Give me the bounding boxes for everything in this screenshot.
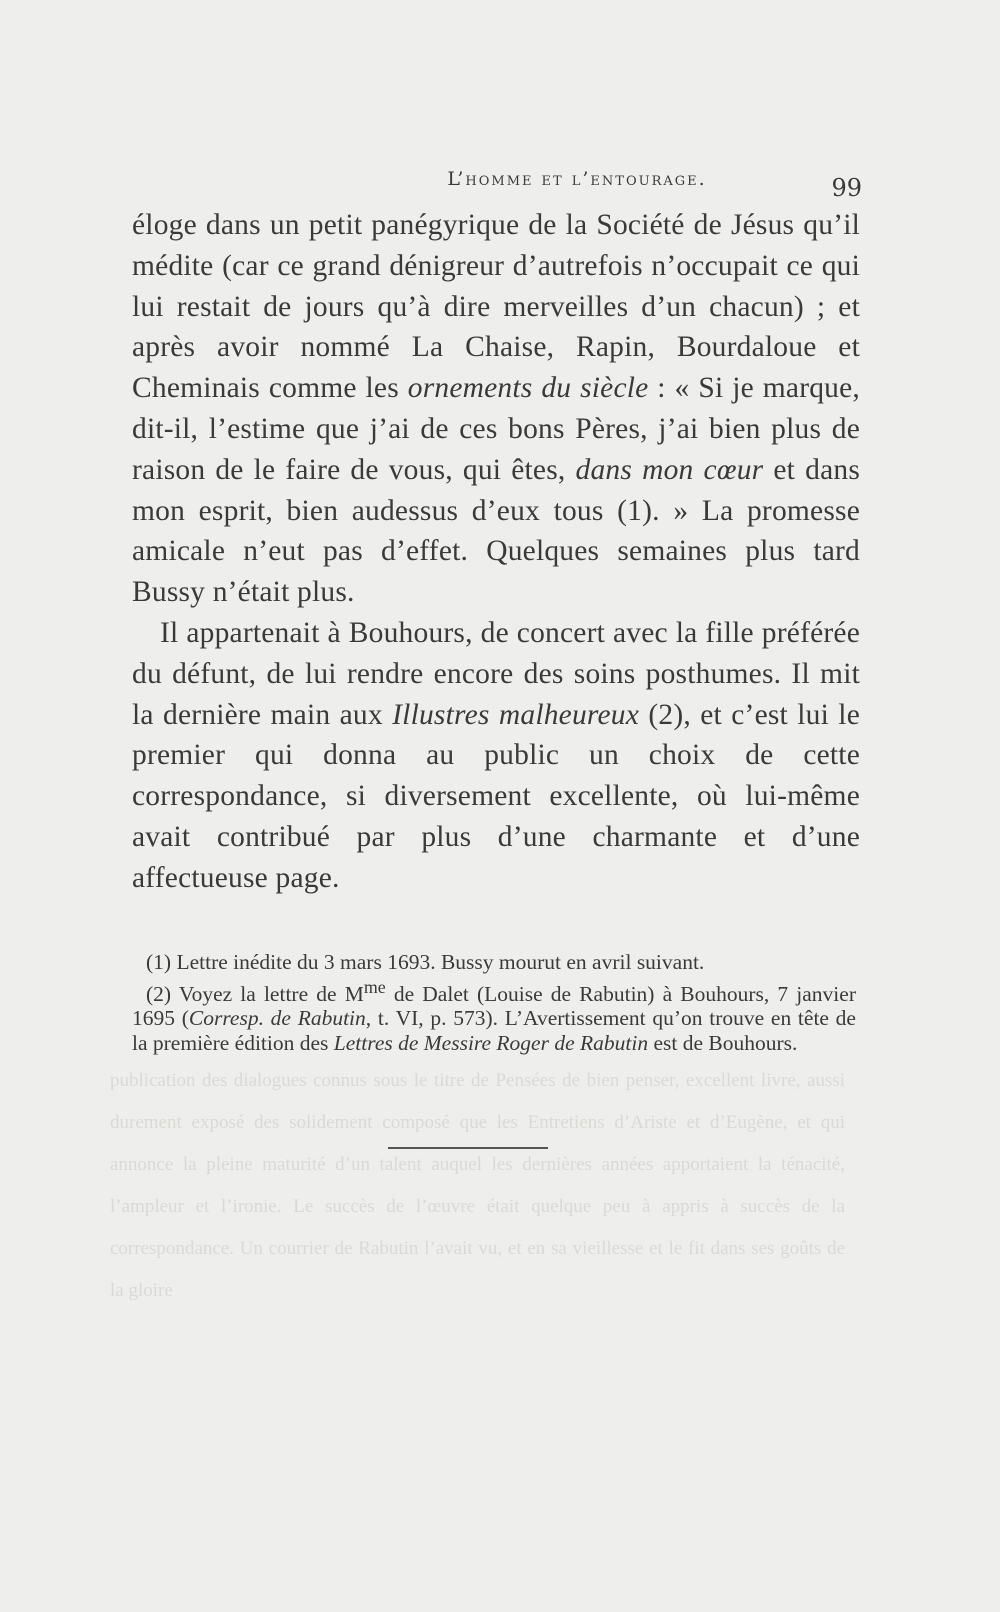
end-rule: [388, 1147, 548, 1149]
footnote-2-text-d: est de Bouhours.: [648, 1030, 798, 1055]
paragraph-1-text-a: éloge dans un petit panégyrique de la Société de Jésus qu’il médite (car ce grand dénigreur d’autrefois n’occupait ce qui lui restait de jours qu’à dire merveilles d’un chacun) ; et après avoir nommé La Chaise, Rapin, Bourdaloue et Cheminais comme les: [132, 209, 860, 405]
footnote-2-italic-2: Lettres de Messire Roger de Rabutin: [333, 1030, 649, 1055]
paragraph-2: [132, 613, 860, 899]
footnote-2-text-a: (2) Voyez la lettre de M: [146, 981, 364, 1006]
footnote-2-text-b: de Dalet (Louise de Rabutin) à Bouhours, 7 janvier 1695 (: [132, 981, 856, 1031]
footnote-1: (1) Lettre inédite du 3 mars 1693. Bussy mourut en avril suivant.: [146, 950, 705, 974]
bleed-through-text: [110, 1060, 845, 1312]
footnote-2: [132, 975, 856, 1056]
page-number: 99: [831, 174, 862, 202]
paragraph-1-text-b: : « Si je marque, dit-il, l’estime que j’ai de ces bons Pères, j’ai bien plus de raison de le faire de vous, qui êtes,: [132, 372, 860, 486]
footnote-2-text-c: , t. VI, p. 573). L’Avertissement qu’on trouve en tête de la première édition des: [132, 1006, 856, 1055]
paragraph-2-italic-1: Illustres malheureux: [392, 698, 640, 731]
footnote-2-superscript: me: [363, 976, 386, 997]
main-text: [132, 205, 860, 899]
footnotes: [132, 950, 856, 1055]
footnote-2-italic-1: Corresp. de Rabutin: [188, 1006, 366, 1031]
paragraph-2-text-b: (2), et c’est lui le premier qui donna au public un choix de cette correspondance, si diversement excellente, où lui-même avait contribué par plus d’une charmante et d’une affectueuse page.: [132, 698, 860, 894]
running-head: L’homme et l’entourage.: [447, 168, 707, 190]
bleed-through-paragraph: publication des dialogues connus sous le titre de Pensées de bien penser, excellent livre, aussi durement exposé des solidement composé que les Entretiens d’Ariste et d’Eugène, et qui annonce la pleine maturité d’un talent auquel les dernières années apportaient la ténacité, l’ampleur et l’ironie. Le succès de l’œuvre était quelque peu à appris à succès de la correspondance. Un courrier de Rabutin l’avait vu, et en sa vieillesse et le fit dans ses goûts de la gloire: [110, 1070, 845, 1301]
paragraph-2-text-a: Il appartenait à Bouhours, de concert avec la fille préférée du défunt, de lui rendre encore des soins posthumes. Il mit la dernière main aux: [132, 616, 860, 731]
paragraph-1-italic-1: ornements du siècle: [407, 372, 649, 405]
paragraph-1-text-c: et dans mon esprit, bien audessus d’eux tous (1). » La promesse amicale n’eut pas d’effet. Quelques semaines plus tard Bussy n’était plus.: [132, 453, 860, 609]
paragraph-1: [132, 205, 860, 613]
paragraph-1-italic-2: dans mon cœur: [575, 453, 764, 486]
